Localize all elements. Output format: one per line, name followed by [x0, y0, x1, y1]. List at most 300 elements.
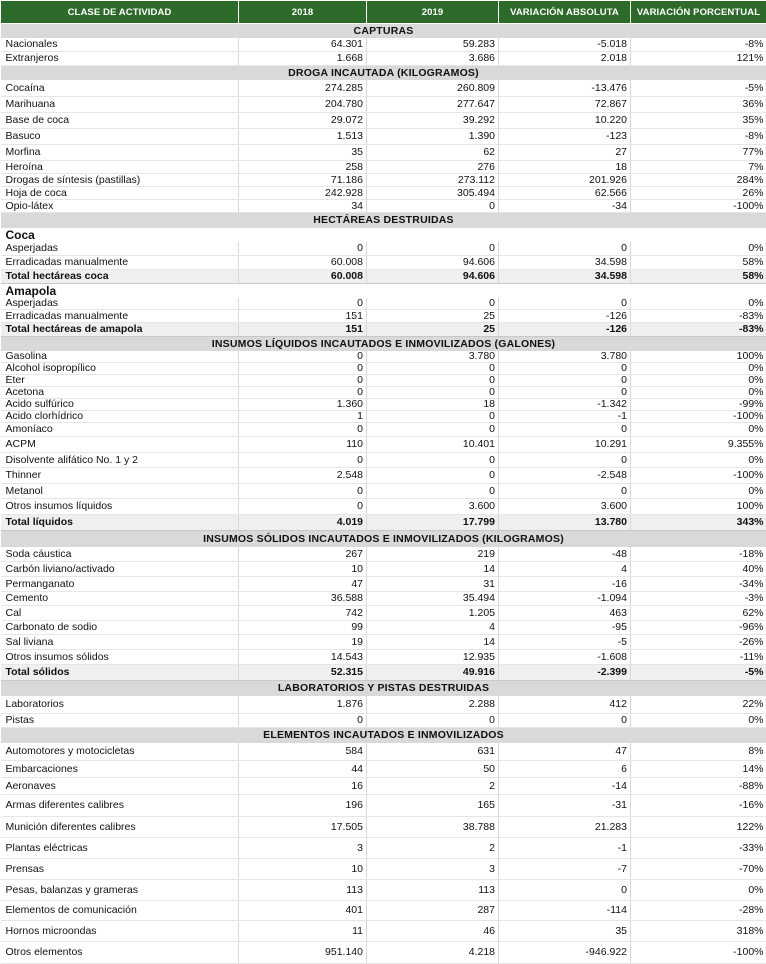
value-2018-cell: 1 [239, 411, 367, 423]
value-2018-cell: 47 [239, 577, 367, 592]
value-2018-cell: 0 [239, 484, 367, 499]
value-2018-cell: 0 [239, 363, 367, 375]
abs-variation-cell: 201.926 [499, 174, 631, 187]
table-row [1, 562, 766, 577]
abs-variation-cell: -14 [499, 778, 631, 795]
abs-variation-cell: 3.780 [499, 351, 631, 363]
value-2018-cell: 10 [239, 562, 367, 577]
abs-variation-cell: -1.342 [499, 399, 631, 411]
value-2019-cell: 46 [367, 921, 499, 942]
activity-cell: Total líquidos [1, 515, 239, 531]
subsection-header-row [1, 284, 766, 298]
value-2019-cell: 38.788 [367, 817, 499, 838]
pct-variation-cell: 35% [631, 113, 766, 129]
value-2018-cell: 1.360 [239, 399, 367, 411]
pct-variation-cell: 77% [631, 145, 766, 161]
table-row [1, 547, 766, 562]
pct-variation-cell: 22% [631, 696, 766, 714]
abs-variation-cell: 0 [499, 484, 631, 499]
value-2019-cell: 113 [367, 880, 499, 901]
table-row [1, 743, 766, 761]
value-2018-cell: 0 [239, 423, 367, 437]
abs-variation-cell: 0 [499, 298, 631, 310]
value-2019-cell: 39.292 [367, 113, 499, 129]
pct-variation-cell: 58% [631, 270, 766, 284]
pct-variation-cell: 7% [631, 161, 766, 174]
activity-cell: Pesas, balanzas y grameras [1, 880, 239, 901]
value-2019-cell: 260.809 [367, 80, 499, 97]
abs-variation-cell: -48 [499, 547, 631, 562]
abs-variation-cell: 18 [499, 161, 631, 174]
activity-cell: Acido sulfúrico [1, 399, 239, 411]
pct-variation-cell: -11% [631, 650, 766, 665]
header-2018: 2018 [239, 1, 367, 24]
activity-cell: Sal liviana [1, 635, 239, 650]
value-2019-cell: 0 [367, 714, 499, 728]
abs-variation-cell: -1 [499, 838, 631, 859]
table-row [1, 577, 766, 592]
table-row [1, 499, 766, 515]
abs-variation-cell: 62.566 [499, 187, 631, 200]
table-row [1, 778, 766, 795]
pct-variation-cell: -100% [631, 468, 766, 484]
pct-variation-cell: -83% [631, 310, 766, 323]
pct-variation-cell: -96% [631, 621, 766, 635]
section-header-row [1, 681, 766, 696]
activity-cell: Otros insumos líquidos [1, 499, 239, 515]
activity-cell: Otros insumos sólidos [1, 650, 239, 665]
table-row [1, 795, 766, 817]
value-2018-cell: 0 [239, 714, 367, 728]
activity-cell: Embarcaciones [1, 761, 239, 778]
activity-cell: Alcohol isopropílico [1, 363, 239, 375]
header-2019: 2019 [367, 1, 499, 24]
pct-variation-cell: -26% [631, 635, 766, 650]
value-2019-cell: 2.288 [367, 696, 499, 714]
value-2019-cell: 0 [367, 423, 499, 437]
activity-cell: Acetona [1, 387, 239, 399]
total-row [1, 515, 766, 531]
abs-variation-cell: -126 [499, 323, 631, 337]
activity-cell: Soda cáustica [1, 547, 239, 562]
activity-cell: Cocaína [1, 80, 239, 97]
abs-variation-cell: 47 [499, 743, 631, 761]
table-row [1, 97, 766, 113]
value-2019-cell: 4 [367, 621, 499, 635]
abs-variation-cell: -31 [499, 795, 631, 817]
value-2019-cell: 0 [367, 453, 499, 468]
table-row [1, 363, 766, 375]
pct-variation-cell: 0% [631, 375, 766, 387]
value-2019-cell: 25 [367, 323, 499, 337]
abs-variation-cell: -5.018 [499, 38, 631, 52]
abs-variation-cell: 13.780 [499, 515, 631, 531]
value-2019-cell: 165 [367, 795, 499, 817]
pct-variation-cell: 100% [631, 351, 766, 363]
section-title: HECTÁREAS DESTRUIDAS [1, 213, 766, 228]
pct-variation-cell: -8% [631, 129, 766, 145]
value-2018-cell: 71.186 [239, 174, 367, 187]
value-2018-cell: 1.876 [239, 696, 367, 714]
value-2019-cell: 49.916 [367, 665, 499, 681]
value-2018-cell: 29.072 [239, 113, 367, 129]
table-row [1, 437, 766, 453]
value-2018-cell: 0 [239, 298, 367, 310]
table-row [1, 351, 766, 363]
activity-cell: Thinner [1, 468, 239, 484]
value-2019-cell: 0 [367, 468, 499, 484]
pct-variation-cell: -99% [631, 399, 766, 411]
value-2019-cell: 1.205 [367, 606, 499, 621]
table-row [1, 880, 766, 901]
table-row [1, 375, 766, 387]
abs-variation-cell: 72.867 [499, 97, 631, 113]
value-2019-cell: 2 [367, 778, 499, 795]
abs-variation-cell: -2.399 [499, 665, 631, 681]
pct-variation-cell: 0% [631, 387, 766, 399]
value-2019-cell: 0 [367, 200, 499, 213]
pct-variation-cell: 100% [631, 499, 766, 515]
activity-cell: Cal [1, 606, 239, 621]
pct-variation-cell: 0% [631, 880, 766, 901]
value-2018-cell: 196 [239, 795, 367, 817]
pct-variation-cell: 121% [631, 52, 766, 66]
abs-variation-cell: 10.291 [499, 437, 631, 453]
activity-cell: Carbón liviano/activado [1, 562, 239, 577]
table-row [1, 453, 766, 468]
pct-variation-cell: -88% [631, 778, 766, 795]
pct-variation-cell: 284% [631, 174, 766, 187]
value-2018-cell: 17.505 [239, 817, 367, 838]
abs-variation-cell: -34 [499, 200, 631, 213]
pct-variation-cell: 122% [631, 817, 766, 838]
abs-variation-cell: 0 [499, 375, 631, 387]
value-2019-cell: 10.401 [367, 437, 499, 453]
abs-variation-cell: 463 [499, 606, 631, 621]
value-2018-cell: 242.928 [239, 187, 367, 200]
value-2019-cell: 4.218 [367, 942, 499, 964]
value-2018-cell: 19 [239, 635, 367, 650]
value-2018-cell: 151 [239, 323, 367, 337]
value-2019-cell: 17.799 [367, 515, 499, 531]
abs-variation-cell: 27 [499, 145, 631, 161]
value-2019-cell: 631 [367, 743, 499, 761]
activity-cell: Heroína [1, 161, 239, 174]
abs-variation-cell: 4 [499, 562, 631, 577]
value-2018-cell: 151 [239, 310, 367, 323]
table-row [1, 80, 766, 97]
abs-variation-cell: 0 [499, 880, 631, 901]
value-2018-cell: 267 [239, 547, 367, 562]
section-title: INSUMOS SÓLIDOS INCAUTADOS E INMOVILIZADOS (KILOGRAMOS) [1, 531, 766, 547]
table-row [1, 761, 766, 778]
pct-variation-cell: -18% [631, 547, 766, 562]
activity-cell: Amoníaco [1, 423, 239, 437]
value-2019-cell: 3.600 [367, 499, 499, 515]
pct-variation-cell: 0% [631, 453, 766, 468]
pct-variation-cell: -34% [631, 577, 766, 592]
value-2019-cell: 0 [367, 375, 499, 387]
abs-variation-cell: -7 [499, 859, 631, 880]
value-2019-cell: 219 [367, 547, 499, 562]
abs-variation-cell: -1 [499, 411, 631, 423]
section-title: LABORATORIOS Y PISTAS DESTRUIDAS [1, 681, 766, 696]
activity-cell: Hoja de coca [1, 187, 239, 200]
activity-cell: Asperjadas [1, 242, 239, 256]
activity-cell: Munición diferentes calibres [1, 817, 239, 838]
value-2018-cell: 742 [239, 606, 367, 621]
abs-variation-cell: -16 [499, 577, 631, 592]
section-title: INSUMOS LÍQUIDOS INCAUTADOS E INMOVILIZADOS (GALONES) [1, 337, 766, 351]
activity-cell: Armas diferentes calibres [1, 795, 239, 817]
table-row [1, 38, 766, 52]
activity-cell: Extranjeros [1, 52, 239, 66]
value-2019-cell: 0 [367, 242, 499, 256]
table-row [1, 423, 766, 437]
value-2018-cell: 1.513 [239, 129, 367, 145]
value-2018-cell: 64.301 [239, 38, 367, 52]
pct-variation-cell: 318% [631, 921, 766, 942]
value-2018-cell: 204.780 [239, 97, 367, 113]
value-2019-cell: 59.283 [367, 38, 499, 52]
value-2018-cell: 10 [239, 859, 367, 880]
header-row [1, 1, 766, 24]
abs-variation-cell: -123 [499, 129, 631, 145]
table-row [1, 817, 766, 838]
value-2018-cell: 274.285 [239, 80, 367, 97]
section-header-row [1, 531, 766, 547]
abs-variation-cell: 2.018 [499, 52, 631, 66]
table-row [1, 901, 766, 921]
value-2019-cell: 50 [367, 761, 499, 778]
table-row [1, 129, 766, 145]
value-2019-cell: 0 [367, 298, 499, 310]
activity-cell: Permanganato [1, 577, 239, 592]
table-row [1, 592, 766, 606]
section-header-row [1, 337, 766, 351]
value-2019-cell: 3 [367, 859, 499, 880]
value-2019-cell: 0 [367, 484, 499, 499]
activity-cell: Drogas de síntesis (pastillas) [1, 174, 239, 187]
section-header-row [1, 24, 766, 38]
value-2018-cell: 0 [239, 499, 367, 515]
value-2018-cell: 16 [239, 778, 367, 795]
value-2018-cell: 0 [239, 387, 367, 399]
abs-variation-cell: 0 [499, 423, 631, 437]
abs-variation-cell: -2.548 [499, 468, 631, 484]
pct-variation-cell: -100% [631, 942, 766, 964]
activity-cell: Total sólidos [1, 665, 239, 681]
value-2018-cell: 2.548 [239, 468, 367, 484]
table-row [1, 859, 766, 880]
abs-variation-cell: 6 [499, 761, 631, 778]
table-row [1, 468, 766, 484]
pct-variation-cell: -8% [631, 38, 766, 52]
value-2019-cell: 305.494 [367, 187, 499, 200]
value-2019-cell: 276 [367, 161, 499, 174]
value-2019-cell: 3.686 [367, 52, 499, 66]
activity-cell: Pistas [1, 714, 239, 728]
pct-variation-cell: -5% [631, 80, 766, 97]
pct-variation-cell: 40% [631, 562, 766, 577]
abs-variation-cell: 0 [499, 714, 631, 728]
abs-variation-cell: 0 [499, 453, 631, 468]
value-2019-cell: 287 [367, 901, 499, 921]
section-title: CAPTURAS [1, 24, 766, 38]
pct-variation-cell: -3% [631, 592, 766, 606]
table-row [1, 310, 766, 323]
header-abs-variation: VARIACIÓN ABSOLUTA [499, 1, 631, 24]
pct-variation-cell: -16% [631, 795, 766, 817]
abs-variation-cell: -5 [499, 635, 631, 650]
abs-variation-cell: -126 [499, 310, 631, 323]
activity-cell: Prensas [1, 859, 239, 880]
activity-cell: Gasolina [1, 351, 239, 363]
table-row [1, 921, 766, 942]
table-row [1, 242, 766, 256]
value-2018-cell: 14.543 [239, 650, 367, 665]
pct-variation-cell: 62% [631, 606, 766, 621]
activity-cell: Marihuana [1, 97, 239, 113]
activity-cell: Acido clorhídrico [1, 411, 239, 423]
activity-cell: Erradicadas manualmente [1, 256, 239, 270]
pct-variation-cell: -100% [631, 411, 766, 423]
value-2019-cell: 2 [367, 838, 499, 859]
value-2018-cell: 3 [239, 838, 367, 859]
value-2018-cell: 99 [239, 621, 367, 635]
value-2019-cell: 0 [367, 411, 499, 423]
value-2019-cell: 94.606 [367, 270, 499, 284]
activity-cell: Metanol [1, 484, 239, 499]
pct-variation-cell: 36% [631, 97, 766, 113]
activity-cell: Elementos de comunicación [1, 901, 239, 921]
pct-variation-cell: 14% [631, 761, 766, 778]
total-row [1, 665, 766, 681]
value-2018-cell: 11 [239, 921, 367, 942]
pct-variation-cell: 0% [631, 242, 766, 256]
section-title: DROGA INCAUTADA (KILOGRAMOS) [1, 66, 766, 80]
pct-variation-cell: 0% [631, 714, 766, 728]
table-row [1, 838, 766, 859]
pct-variation-cell: 26% [631, 187, 766, 200]
abs-variation-cell: 0 [499, 387, 631, 399]
table-row [1, 942, 766, 964]
value-2018-cell: 34 [239, 200, 367, 213]
value-2018-cell: 60.008 [239, 270, 367, 284]
pct-variation-cell: 9.355% [631, 437, 766, 453]
value-2019-cell: 31 [367, 577, 499, 592]
abs-variation-cell: -946.922 [499, 942, 631, 964]
abs-variation-cell: 10.220 [499, 113, 631, 129]
activity-cell: Plantas eléctricas [1, 838, 239, 859]
table-row [1, 621, 766, 635]
value-2018-cell: 35 [239, 145, 367, 161]
abs-variation-cell: -13.476 [499, 80, 631, 97]
pct-variation-cell: 58% [631, 256, 766, 270]
value-2018-cell: 951.140 [239, 942, 367, 964]
table-row [1, 635, 766, 650]
abs-variation-cell: -95 [499, 621, 631, 635]
table-row [1, 298, 766, 310]
abs-variation-cell: 34.598 [499, 270, 631, 284]
activity-cell: Carbonato de sodio [1, 621, 239, 635]
table-row [1, 650, 766, 665]
activity-cell: Otros elementos [1, 942, 239, 964]
abs-variation-cell: 34.598 [499, 256, 631, 270]
activity-cell: Erradicadas manualmente [1, 310, 239, 323]
activity-cell: Total hectáreas de amapola [1, 323, 239, 337]
activity-cell: Nacionales [1, 38, 239, 52]
table-row [1, 714, 766, 728]
table-row [1, 200, 766, 213]
value-2018-cell: 113 [239, 880, 367, 901]
value-2019-cell: 18 [367, 399, 499, 411]
value-2019-cell: 12.935 [367, 650, 499, 665]
value-2018-cell: 1.668 [239, 52, 367, 66]
value-2018-cell: 60.008 [239, 256, 367, 270]
value-2019-cell: 35.494 [367, 592, 499, 606]
activity-cell: Hornos microondas [1, 921, 239, 942]
table-row [1, 256, 766, 270]
header-activity: CLASE DE ACTIVIDAD [1, 1, 239, 24]
activity-cell: Basuco [1, 129, 239, 145]
value-2019-cell: 0 [367, 363, 499, 375]
pct-variation-cell: -83% [631, 323, 766, 337]
table-row [1, 161, 766, 174]
pct-variation-cell: 0% [631, 423, 766, 437]
activity-cell: Asperjadas [1, 298, 239, 310]
activity-cell: Base de coca [1, 113, 239, 129]
activity-cell: Morfina [1, 145, 239, 161]
section-header-row [1, 728, 766, 743]
value-2019-cell: 273.112 [367, 174, 499, 187]
value-2018-cell: 401 [239, 901, 367, 921]
table-row [1, 399, 766, 411]
table-row [1, 411, 766, 423]
subsection-title: Amapola [1, 284, 766, 298]
pct-variation-cell: -100% [631, 200, 766, 213]
abs-variation-cell: 0 [499, 363, 631, 375]
abs-variation-cell: 35 [499, 921, 631, 942]
pct-variation-cell: 0% [631, 484, 766, 499]
subsection-title: Coca [1, 228, 766, 242]
abs-variation-cell: -1.608 [499, 650, 631, 665]
pct-variation-cell: -70% [631, 859, 766, 880]
table-row [1, 174, 766, 187]
table-row [1, 696, 766, 714]
table-row [1, 484, 766, 499]
value-2018-cell: 258 [239, 161, 367, 174]
value-2018-cell: 52.315 [239, 665, 367, 681]
abs-variation-cell: 412 [499, 696, 631, 714]
value-2019-cell: 14 [367, 562, 499, 577]
value-2019-cell: 62 [367, 145, 499, 161]
value-2019-cell: 94.606 [367, 256, 499, 270]
pct-variation-cell: -33% [631, 838, 766, 859]
value-2018-cell: 0 [239, 351, 367, 363]
value-2018-cell: 0 [239, 375, 367, 387]
pct-variation-cell: -5% [631, 665, 766, 681]
subsection-header-row [1, 228, 766, 242]
value-2018-cell: 0 [239, 453, 367, 468]
value-2018-cell: 4.019 [239, 515, 367, 531]
table-body [1, 24, 766, 964]
pct-variation-cell: 0% [631, 363, 766, 375]
abs-variation-cell: -1.094 [499, 592, 631, 606]
pct-variation-cell: 8% [631, 743, 766, 761]
table-row [1, 387, 766, 399]
pct-variation-cell: -28% [631, 901, 766, 921]
